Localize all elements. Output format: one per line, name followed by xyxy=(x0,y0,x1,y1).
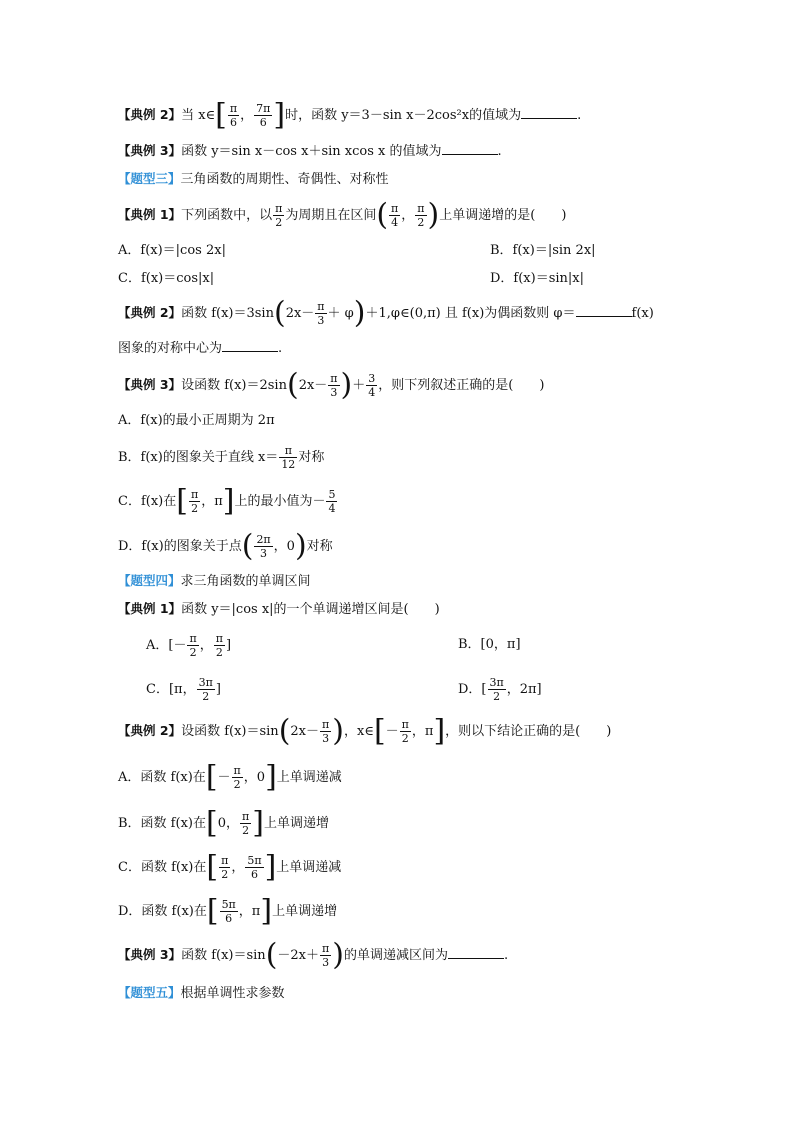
left-bracket: [ xyxy=(373,713,386,749)
topic4-example-2 xyxy=(118,713,612,749)
question-text: ＋ φ xyxy=(327,306,354,321)
question-text: ，π xyxy=(411,724,434,739)
option-c: C．函数 f(x)在[ $\frac{\pi}{2}$ ， $\frac{5\pi}{6}$ ]上单调递减 xyxy=(118,849,342,885)
option-text: ，0 xyxy=(273,539,295,554)
option-c: C．[π， $\frac{3\pi}{2}$ ] xyxy=(146,676,221,703)
left-paren: ( xyxy=(376,197,389,233)
question-text: 2x－ xyxy=(298,378,328,393)
option-c: C．f(x)＝cos|x| xyxy=(118,271,215,286)
topic-title: 求三角函数的单调区间 xyxy=(180,574,311,589)
example-label: 【典例 2】 xyxy=(118,723,182,738)
question-text: 的单调递减区间为 xyxy=(343,948,448,963)
option-text: D．f(x)的图象关于点 xyxy=(118,539,242,554)
fraction: $\frac{\pi}{3}$ xyxy=(330,372,338,399)
left-paren: ( xyxy=(286,367,299,403)
option-text: B．f(x)的图象关于直线 x＝ xyxy=(118,450,279,465)
option-c xyxy=(118,483,338,519)
option-text: C．f(x)在 xyxy=(118,494,177,509)
topic4-example-3 xyxy=(118,937,509,973)
left-bracket: [ xyxy=(176,483,188,519)
fraction: $\frac{\pi}{4}$ xyxy=(391,202,399,229)
topic-title: 根据单调性求参数 xyxy=(180,986,285,1001)
fraction: $\frac{\pi}{12}$ xyxy=(281,444,296,471)
topic-title: 三角函数的周期性、奇偶性、对称性 xyxy=(180,172,389,187)
option-a: A．函数 f(x)在[－ $\frac{\pi}{2}$ ，0]上单调递减 xyxy=(118,759,342,795)
question-text: 为周期且在区间 xyxy=(285,208,377,223)
option-d: D．[ $\frac{3\pi}{2}$ ，2π] xyxy=(458,676,542,703)
fraction: $\frac{\pi}{2}$ xyxy=(417,202,425,229)
question-text: 函数 f(x)＝3sin xyxy=(181,306,274,321)
option-text: A．f(x)的最小正周期为 2π xyxy=(118,413,275,428)
right-paren: ) xyxy=(294,528,307,564)
question-text: 设函数 f(x)＝sin xyxy=(181,724,279,739)
option-text: 对称 xyxy=(298,450,325,465)
question-text: 函数 y＝sin x－cos x＋sin xcos x 的值域为 xyxy=(181,144,442,159)
period: . xyxy=(577,108,582,123)
answer-blank xyxy=(442,140,498,155)
option-b: B．函数 f(x)在[0， $\frac{\pi}{2}$ ]上单调递增 xyxy=(118,805,329,841)
question-text: －2x＋ xyxy=(277,948,320,963)
example-label: 【典例 3】 xyxy=(118,143,182,158)
topic-label: 【题型三】 xyxy=(118,171,181,186)
right-bracket: ] xyxy=(273,97,286,133)
question-text: 2x－ xyxy=(285,306,315,321)
option-d: D．f(x)＝sin|x| xyxy=(490,271,585,286)
topic3-example-2-cont xyxy=(118,336,282,362)
fraction: $\frac{\pi}{3}$ xyxy=(322,942,330,969)
example-label: 【典例 3】 xyxy=(118,377,182,392)
fraction: $\frac{2\pi}{3}$ xyxy=(256,533,271,560)
left-paren: ( xyxy=(241,528,254,564)
question-text: ，x∈ xyxy=(343,724,374,739)
answer-blank xyxy=(521,104,577,119)
option-text: 对称 xyxy=(306,539,333,554)
topic3-example-1: 【典例 1】下列函数中，以 $\frac{\pi}{2}$ 为周期且在区间( $\frac{\pi}{4}$ ， $\frac{\pi}{2}$ )上单调递增的是( ) xyxy=(118,197,567,233)
question-text: 图象的对称中心为 xyxy=(118,341,223,356)
options-row xyxy=(118,266,585,292)
question-text: 函数 f(x)＝sin xyxy=(181,948,266,963)
question-text: 2x－ xyxy=(290,724,320,739)
option-text: 上的最小值为－ xyxy=(234,494,326,509)
example-2-range-question: 【典例 2】当 x∈[ $\frac{\pi}{6}$ ， $\frac{7\pi}{6}$ ]时，函数 y＝3－sin x－2cos²x的值域为 . xyxy=(118,97,582,133)
fraction: $\frac{\pi}{3}$ xyxy=(317,300,325,327)
right-bracket: ] xyxy=(433,713,446,749)
example-3-range-question xyxy=(118,138,502,164)
option-b xyxy=(118,444,324,470)
right-bracket: ] xyxy=(222,483,235,519)
answer-blank xyxy=(222,337,278,352)
right-paren: ) xyxy=(332,713,344,749)
option-text: ，π xyxy=(201,494,223,509)
left-paren: ( xyxy=(265,937,278,973)
question-text: － xyxy=(385,724,399,739)
example-label: 【典例 2】 xyxy=(118,107,182,122)
topic-5-heading xyxy=(118,980,285,1006)
question-text: ，则下列叙述正确的是( ) xyxy=(378,378,545,393)
question-text: 上单调递增的是( ) xyxy=(439,208,567,223)
topic3-example-2 xyxy=(118,295,654,331)
option-b: B．f(x)＝|sin 2x| xyxy=(490,243,596,258)
question-text: 函数 y＝|cos x|的一个单调递增区间是( ) xyxy=(181,602,440,617)
right-paren: ) xyxy=(427,197,440,233)
fraction: $\frac{\pi}{2}$ xyxy=(190,488,199,515)
fraction: $\frac{5}{4}$ xyxy=(328,488,336,515)
option-d xyxy=(118,528,333,564)
left-paren: ( xyxy=(273,295,286,331)
question-text: f(x) xyxy=(631,306,654,321)
question-text: 下列函数中，以 xyxy=(181,208,273,223)
options-row xyxy=(146,632,521,659)
option-b: B．[0，π] xyxy=(458,637,521,652)
example-label: 【典例 1】 xyxy=(118,601,182,616)
option-a xyxy=(118,408,275,434)
question-text: 当 x∈ xyxy=(181,108,216,123)
topic-label: 【题型四】 xyxy=(118,573,181,588)
answer-blank xyxy=(576,302,632,317)
fraction: $\frac{\pi}{3}$ xyxy=(322,718,330,745)
left-bracket: [ xyxy=(215,97,227,133)
left-paren: ( xyxy=(278,713,291,749)
example-label: 【典例 2】 xyxy=(118,305,182,320)
option-a: A．[－ $\frac{\pi}{2}$ ， $\frac{\pi}{2}$ ] xyxy=(146,632,232,659)
topic-label: 【题型五】 xyxy=(118,985,181,1000)
question-text: 设函数 f(x)＝2sin xyxy=(181,378,287,393)
answer-blank xyxy=(448,944,504,959)
options-row xyxy=(146,676,542,703)
question-text: 时，函数 y＝3－sin x－2cos²x的值域为 xyxy=(285,108,522,123)
question-text: ＋ xyxy=(352,378,366,393)
fraction: $\frac{\pi}{2}$ xyxy=(401,718,409,745)
topic4-example-1 xyxy=(118,596,440,622)
right-paren: ) xyxy=(353,295,366,331)
example-label: 【典例 3】 xyxy=(118,947,182,962)
example-label: 【典例 1】 xyxy=(118,207,182,222)
topic3-example-3 xyxy=(118,367,545,403)
fraction: $\frac{3}{4}$ xyxy=(368,372,376,399)
fraction: $\frac{7\pi}{6}$ xyxy=(256,102,271,129)
topic-3-heading xyxy=(118,166,389,192)
period: . xyxy=(497,144,502,159)
right-paren: ) xyxy=(332,937,344,973)
option-a: A．f(x)＝|cos 2x| xyxy=(118,243,226,258)
right-paren: ) xyxy=(340,367,353,403)
question-text: ＋1,φ∈(0,π) 且 f(x)为偶函数则 φ＝ xyxy=(365,306,576,321)
fraction: $\frac{\pi}{6}$ xyxy=(229,102,238,129)
option-d: D．函数 f(x)在[ $\frac{5\pi}{6}$ ，π]上单调递增 xyxy=(118,893,338,929)
fraction: $\frac{\pi}{2}$ xyxy=(275,202,283,229)
options-row xyxy=(118,238,596,264)
period: . xyxy=(503,948,509,963)
question-text: ，则以下结论正确的是( ) xyxy=(445,724,612,739)
topic-4-heading xyxy=(118,568,311,594)
period: . xyxy=(278,341,283,356)
